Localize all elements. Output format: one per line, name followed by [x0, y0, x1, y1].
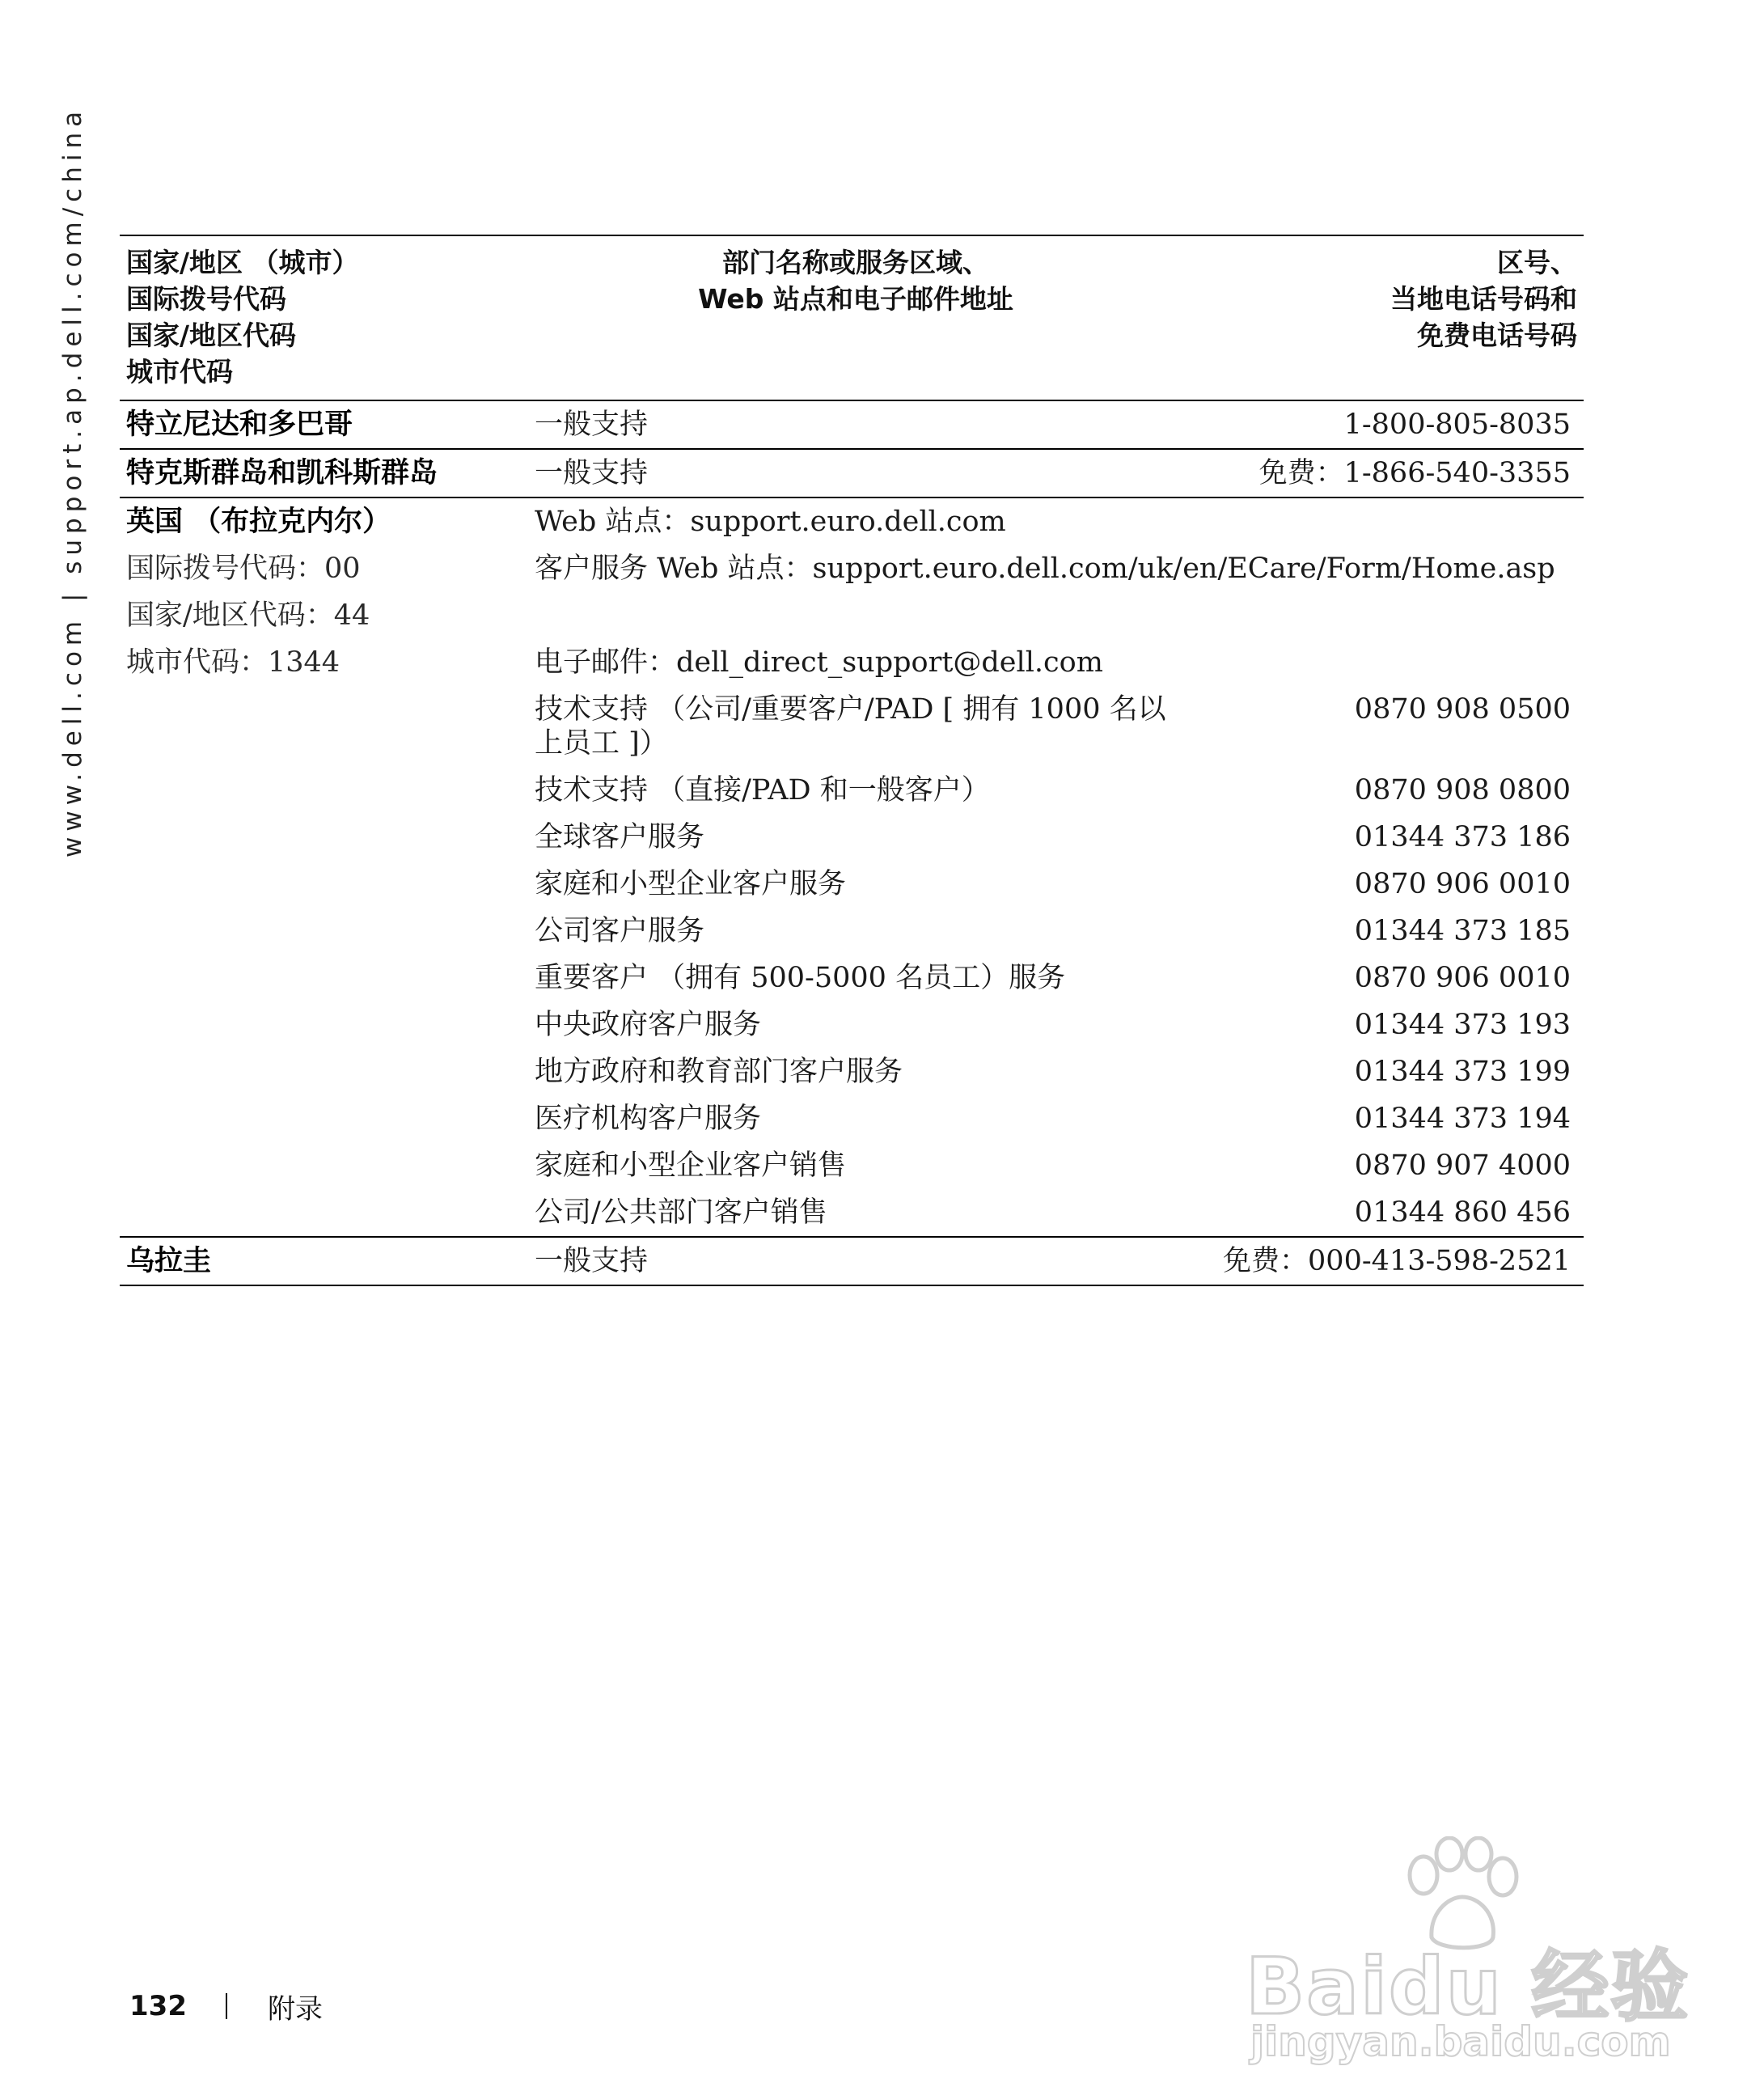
country-cell — [120, 908, 528, 955]
number-cell: 免费：000-413-598-2521 — [1223, 1245, 1571, 1277]
number-cell: 01344 373 186 — [1354, 821, 1571, 853]
contact-table — [120, 235, 1584, 1286]
country-cell — [120, 955, 528, 1001]
country-cell: 乌拉圭 — [126, 1244, 212, 1277]
number-cell: 0870 906 0010 — [1354, 868, 1571, 900]
country-cell — [120, 767, 528, 814]
country-cell — [120, 1001, 528, 1048]
table-row — [120, 1142, 1584, 1189]
header-country: 国家/地区 （城市） 国际拨号代码 国家/地区代码 城市代码 — [126, 247, 359, 387]
table-row — [120, 1001, 1584, 1048]
service-cell: 重要客户 （拥有 500-5000 名员工）服务 — [535, 962, 1066, 994]
page-number: 132 — [129, 1990, 187, 2022]
number-cell: 01344 860 456 — [1354, 1196, 1571, 1229]
service-cell: 医疗机构客户服务 — [535, 1103, 762, 1135]
number-cell — [1183, 497, 1584, 545]
country-cell — [120, 814, 528, 861]
number-cell: 1-800-805-8035 — [1343, 409, 1571, 441]
service-cell: 技术支持 （公司/重要客户/PAD [ 拥有 1000 名以上员工 ]） — [535, 693, 1166, 760]
table-row — [120, 908, 1584, 955]
table-row — [120, 814, 1584, 861]
table-row — [120, 400, 1584, 449]
table-row — [120, 955, 1584, 1001]
service-cell: 家庭和小型企业客户销售 — [535, 1149, 847, 1182]
footer-divider — [226, 1993, 227, 2019]
number-cell: 0870 908 0800 — [1354, 774, 1571, 807]
number-cell — [1183, 639, 1584, 686]
country-cell: 国际拨号代码：00 — [126, 553, 361, 585]
country-cell: 国家/地区代码：44 — [126, 599, 370, 632]
table-row — [120, 1095, 1584, 1142]
table-row — [120, 449, 1584, 497]
number-cell: 0870 906 0010 — [1354, 962, 1571, 994]
header-department: 部门名称或服务区域、 Web 站点和电子邮件地址 — [698, 247, 1013, 315]
number-cell — [1183, 592, 1584, 639]
country-cell: 城市代码：1344 — [126, 646, 341, 679]
service-cell: 地方政府和教育部门客户服务 — [535, 1056, 903, 1088]
service-cell: 公司/公共部门客户销售 — [535, 1196, 827, 1229]
country-cell — [120, 1142, 528, 1189]
service-cell: 一般支持 — [535, 1245, 649, 1277]
side-url-text: www.dell.com | support.ap.dell.com/china — [58, 105, 87, 857]
table-row — [120, 1237, 1584, 1285]
watermark-brand: Baidu 经验 — [1246, 1941, 1690, 2032]
page-footer — [129, 1986, 323, 2026]
number-cell: 01344 373 193 — [1354, 1009, 1571, 1041]
service-cell: 全球客户服务 — [535, 821, 705, 853]
service-cell: 一般支持 — [535, 457, 649, 489]
section-name: 附录 — [267, 1992, 323, 2026]
country-cell: 特克斯群岛和凯科斯群岛 — [126, 456, 438, 489]
service-cell: 一般支持 — [535, 409, 649, 441]
service-cell: 公司客户服务 — [535, 915, 705, 947]
service-cell: 中央政府客户服务 — [535, 1009, 762, 1041]
country-cell — [120, 1048, 528, 1095]
country-cell: 特立尼达和多巴哥 — [126, 408, 353, 441]
number-cell: 免费：1-866-540-3355 — [1258, 457, 1571, 489]
table-row — [120, 639, 1584, 686]
service-cell: 客户服务 Web 站点：support.euro.dell.com/uk/en/ECare/Form/Home.asp — [535, 553, 1555, 585]
number-cell: 0870 908 0500 — [1354, 693, 1571, 726]
table-row — [120, 861, 1584, 908]
table-row — [120, 767, 1584, 814]
table-row — [120, 1189, 1584, 1237]
service-cell: Web 站点：support.euro.dell.com — [535, 506, 1006, 538]
number-cell: 01344 373 194 — [1354, 1103, 1571, 1135]
country-cell: 英国 （布拉克内尔） — [126, 505, 391, 538]
country-cell — [120, 686, 528, 767]
baidu-watermark — [1246, 1836, 1690, 2079]
number-cell: 01344 373 199 — [1354, 1056, 1571, 1088]
header-phone: 区号、 当地电话号码和 免费电话号码 — [1390, 247, 1577, 351]
country-cell — [120, 1189, 528, 1237]
service-cell — [528, 592, 1183, 639]
watermark-url: jingyan.baidu.com — [1250, 2018, 1671, 2065]
table-row — [120, 1048, 1584, 1095]
table-row — [120, 592, 1584, 639]
table-row — [120, 686, 1584, 767]
service-cell: 家庭和小型企业客户服务 — [535, 868, 847, 900]
country-cell — [120, 1095, 528, 1142]
table-row — [120, 497, 1584, 545]
service-cell: 技术支持 （直接/PAD 和一般客户） — [535, 774, 990, 807]
number-cell: 0870 907 4000 — [1354, 1149, 1571, 1182]
table-header-row — [120, 235, 1584, 400]
table-row — [120, 545, 1584, 592]
number-cell: 01344 373 185 — [1354, 915, 1571, 947]
country-cell — [120, 861, 528, 908]
service-cell: 电子邮件：dell_direct_support@dell.com — [535, 646, 1103, 679]
